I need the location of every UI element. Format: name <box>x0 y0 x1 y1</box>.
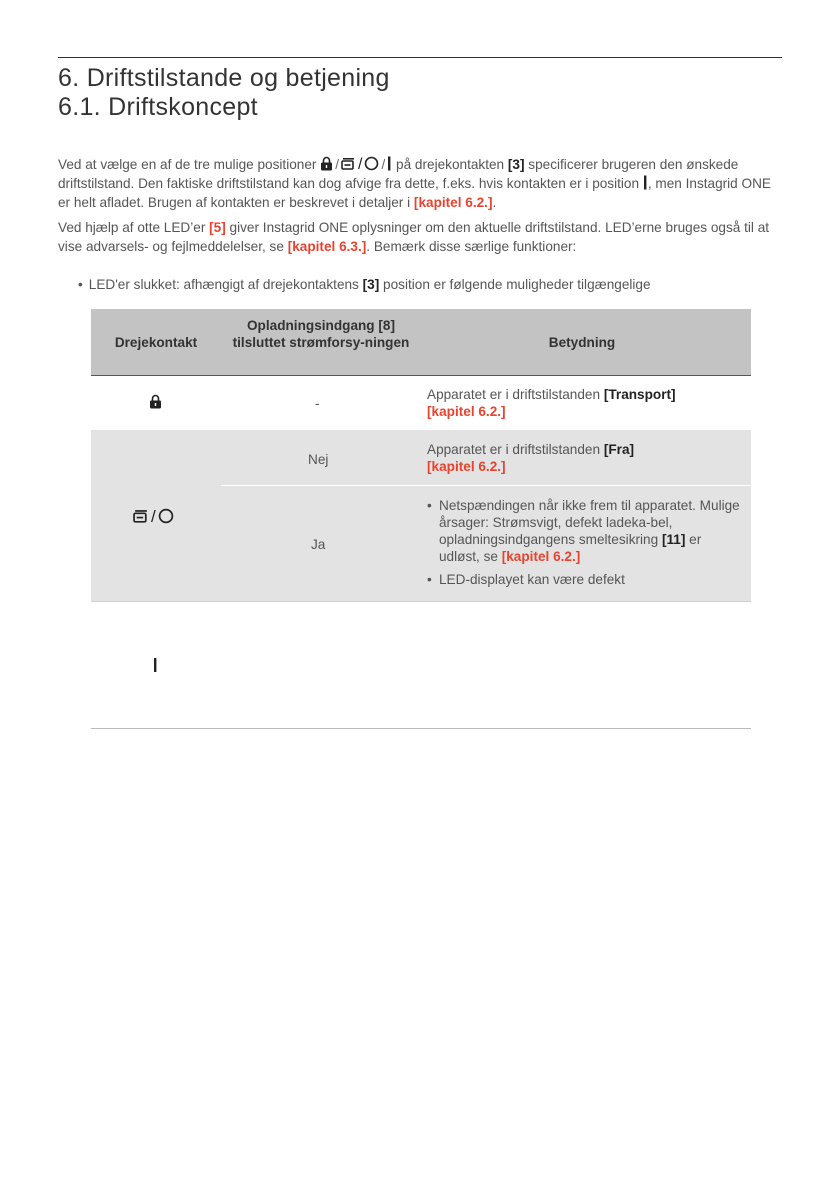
link-kapitel-6-2[interactable]: [kapitel 6.2.] <box>413 195 493 210</box>
on-bar-icon <box>387 156 392 171</box>
link-kapitel-6-3[interactable]: [kapitel 6.3.] <box>287 239 367 254</box>
row1-meaning <box>427 386 737 420</box>
text: Apparatet er i driftstilstanden <box>427 387 601 402</box>
row3-charging: Ja <box>311 537 326 552</box>
off-circle-icon <box>158 508 174 524</box>
header-drejekontakt: Drejekontakt <box>114 335 198 350</box>
table-bottom-rule <box>91 728 751 729</box>
text: Netspændingen når ikke frem til apparatet. Mulige årsager: Strømsvigt, defekt ladeka-bel, opladningsindgangens smeltesikring <box>439 498 740 547</box>
slash: / <box>381 157 386 172</box>
text: specificerer brugeren den ønskede driftstilstand. Den faktiske driftstilstand kan dog afvige fra dette, f.eks. hvis kontakten er i position <box>58 157 739 191</box>
slash: / <box>358 156 363 173</box>
row1-charging: - <box>315 396 320 411</box>
row-divider <box>91 601 751 602</box>
text: Ved at vælge en af de tre mulige positioner <box>58 157 317 172</box>
text: giver Instagrid ONE oplysninger om den aktuelle driftstilstand. LED’erne bruges også til at vise advarsels- og fejlmeddelelser, se <box>58 220 770 254</box>
intro-paragraph-1 <box>58 155 782 212</box>
link-kapitel-6-2[interactable]: [kapitel 6.2.] <box>427 404 506 419</box>
reason-list <box>427 497 743 588</box>
ref-5: [5] <box>209 220 226 235</box>
text: Apparatet er i driftstilstanden <box>427 442 601 457</box>
row3-meaning <box>427 497 743 594</box>
battery-off-icon <box>133 509 149 524</box>
ref-11: [11] <box>661 532 686 547</box>
mode-fra: [Fra] <box>603 442 635 457</box>
header-opladningsindgang: Opladningsindgang [8] tilsluttet strømforsy-ningen <box>232 318 410 350</box>
top-rule <box>58 57 782 58</box>
table-header <box>91 309 751 376</box>
ref-3: [3] <box>362 277 380 292</box>
text: . Bemærk disse særlige funktioner: <box>366 239 577 254</box>
bullet-led-off <box>78 277 651 292</box>
text: position er følgende muligheder tilgængelige <box>383 277 651 292</box>
lock-icon <box>320 156 333 171</box>
battery-off-icon <box>341 157 356 171</box>
ref-3: [3] <box>507 157 525 172</box>
chapter-title: 6. Driftstilstande og betjening <box>58 64 390 92</box>
bullet-dot: • <box>78 277 83 292</box>
text: på drejekontakten <box>396 157 505 172</box>
text: . <box>492 195 497 210</box>
text: LED-displayet kan være defekt <box>439 572 625 587</box>
off-circle-icon <box>364 156 379 171</box>
text: , men Instagrid ONE er helt afladet. Brugen af kontakten er beskrevet i detaljer i <box>58 176 771 210</box>
row-divider <box>221 485 751 486</box>
on-bar-icon <box>153 657 158 673</box>
section-title: 6.1. Driftskoncept <box>58 93 258 121</box>
text: LED'er slukket: afhængigt af drejekontaktens <box>88 277 359 292</box>
lock-icon <box>149 394 162 409</box>
slash: / <box>151 507 156 526</box>
row2-charging: Nej <box>308 452 329 467</box>
mode-transport: [Transport] <box>603 387 676 402</box>
header-betydning: Betydning <box>548 335 616 350</box>
text: er udløst, se <box>439 532 702 564</box>
battery-off-combo <box>133 507 174 527</box>
reason-item <box>427 571 743 588</box>
reason-item <box>427 497 743 565</box>
slash: / <box>335 157 340 172</box>
row2-meaning <box>427 441 737 475</box>
link-kapitel-6-2[interactable]: [kapitel 6.2.] <box>427 459 506 474</box>
link-kapitel-6-2[interactable]: [kapitel 6.2.] <box>501 549 581 564</box>
text: Ved hjælp af otte LED’er <box>58 220 206 235</box>
intro-paragraph-2 <box>58 218 782 256</box>
